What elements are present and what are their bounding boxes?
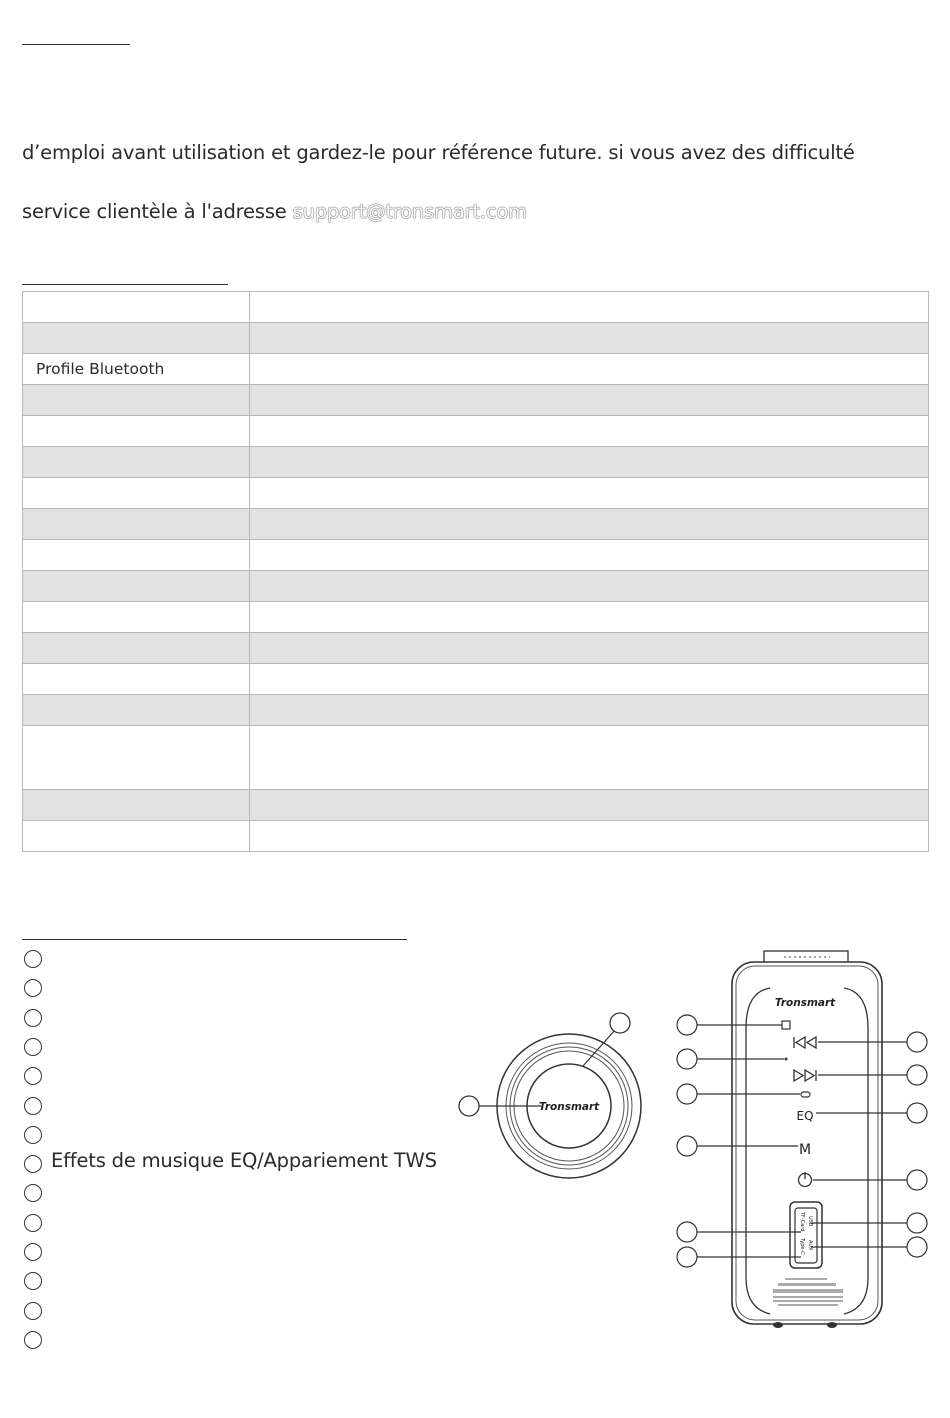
- intro-line-2-prefix: service clientèle à l'adresse: [22, 200, 293, 223]
- spec-value-cell: [250, 416, 929, 447]
- callout-circle-next: [907, 1065, 927, 1085]
- spec-label-cell: [23, 821, 250, 852]
- spec-row: [23, 447, 929, 478]
- callout-circle-nfc: [677, 1015, 697, 1035]
- spec-value-cell: [250, 323, 929, 354]
- spec-value-cell: [250, 821, 929, 852]
- port-label-usb: USB: [807, 1216, 813, 1227]
- spec-row: [23, 602, 929, 633]
- back-view-brand-logo: Tronsmart: [774, 997, 836, 1009]
- spec-value-cell: [250, 478, 929, 509]
- list-number-circle: [24, 979, 42, 997]
- spec-label-cell: [23, 633, 250, 664]
- list-number-circle: [24, 1126, 42, 1144]
- intro-line-1: d’emploi avant utilisation et gardez-le pour référence future. si vous avez des difficulté: [22, 141, 855, 164]
- list-number-circle: [24, 1272, 42, 1290]
- spec-row: [23, 323, 929, 354]
- intro-line-2: [22, 200, 527, 223]
- callout-line-top: [583, 1030, 615, 1066]
- spec-value-cell: [250, 664, 929, 695]
- list-number-circle: [24, 1184, 42, 1202]
- callout-circle-led: [677, 1084, 697, 1104]
- section-title-underline-specs: [22, 284, 228, 285]
- microphone-dot: [785, 1058, 788, 1061]
- spec-value-cell: [250, 633, 929, 664]
- spec-row: [23, 509, 929, 540]
- speaker-back-view-diagram: [670, 948, 940, 1333]
- list-number-circle: [24, 1067, 42, 1085]
- spec-row: [23, 478, 929, 509]
- spec-value-cell: [250, 571, 929, 602]
- list-number-circle: [24, 1155, 42, 1173]
- spec-value-cell: [250, 695, 929, 726]
- list-number-circle: [24, 1331, 42, 1349]
- callout-circle-top: [610, 1013, 630, 1033]
- spec-value-cell: [250, 602, 929, 633]
- spec-label-cell: [23, 416, 250, 447]
- spec-row: [23, 664, 929, 695]
- spec-row: [23, 354, 929, 385]
- spec-label-cell: [23, 509, 250, 540]
- port-label-tf-card: TF-Card: [799, 1212, 805, 1232]
- spec-row: [23, 726, 929, 790]
- list-number-circle: [24, 1302, 42, 1320]
- list-number-circle: [24, 1097, 42, 1115]
- spec-value-cell: [250, 354, 929, 385]
- spec-row: [23, 790, 929, 821]
- specifications-table: [22, 291, 929, 852]
- list-number-circle: [24, 1243, 42, 1261]
- spec-label-cell: [23, 292, 250, 323]
- spec-row: [23, 695, 929, 726]
- spec-label-cell: Profile Bluetooth: [23, 354, 250, 385]
- port-label-aux: AUX: [807, 1240, 813, 1251]
- callout-circle-tf-card: [677, 1222, 697, 1242]
- spec-label-cell: [23, 664, 250, 695]
- eq-button: EQ: [796, 1109, 814, 1123]
- spec-label-cell: [23, 385, 250, 416]
- callout-circle-eq: [907, 1103, 927, 1123]
- spec-value-cell: [250, 790, 929, 821]
- spec-row: [23, 821, 929, 852]
- spec-row: [23, 385, 929, 416]
- callout-circle-previous: [907, 1032, 927, 1052]
- callout-circle-power: [907, 1170, 927, 1190]
- spec-label-cell: [23, 447, 250, 478]
- top-view-brand-logo: Tronsmart: [538, 1101, 600, 1113]
- section-title-underline-controls: [22, 939, 407, 940]
- foot-right: [827, 1322, 837, 1328]
- spec-label-cell: [23, 695, 250, 726]
- spec-label-cell: [23, 540, 250, 571]
- support-email-link[interactable]: support@tronsmart.com: [292, 200, 527, 223]
- spec-value-cell: [250, 726, 929, 790]
- spec-label-cell: [23, 478, 250, 509]
- spec-row: [23, 416, 929, 447]
- spec-row: [23, 633, 929, 664]
- callout-circle-aux: [907, 1237, 927, 1257]
- spec-row: [23, 571, 929, 602]
- callout-circle-left: [459, 1096, 479, 1116]
- list-number-circle: [24, 1214, 42, 1232]
- speaker-top-view-diagram: [455, 1008, 645, 1193]
- spec-label-cell: [23, 790, 250, 821]
- callout-circle-mic: [677, 1049, 697, 1069]
- spec-value-cell: [250, 292, 929, 323]
- spec-value-cell: [250, 540, 929, 571]
- spec-value-cell: [250, 509, 929, 540]
- callout-circle-mode: [677, 1136, 697, 1156]
- spec-row: [23, 292, 929, 323]
- spec-label-cell: [23, 323, 250, 354]
- list-number-circle: [24, 1038, 42, 1056]
- spec-row: [23, 540, 929, 571]
- spec-value-cell: [250, 447, 929, 478]
- spec-label-cell: [23, 571, 250, 602]
- callout-circle-usb: [907, 1213, 927, 1233]
- list-number-circle: [24, 950, 42, 968]
- port-label-type-c: Type-C: [799, 1238, 805, 1255]
- list-number-circle: [24, 1009, 42, 1027]
- spec-value-cell: [250, 385, 929, 416]
- callout-circle-type-c: [677, 1247, 697, 1267]
- section-title-underline-intro: [22, 44, 130, 45]
- mode-button-icon: M: [798, 1142, 812, 1158]
- list-item-label: Effets de musique EQ/Appariement TWS: [51, 1149, 437, 1173]
- spec-label-cell: [23, 602, 250, 633]
- foot-left: [773, 1322, 783, 1328]
- spec-label-cell: [23, 726, 250, 790]
